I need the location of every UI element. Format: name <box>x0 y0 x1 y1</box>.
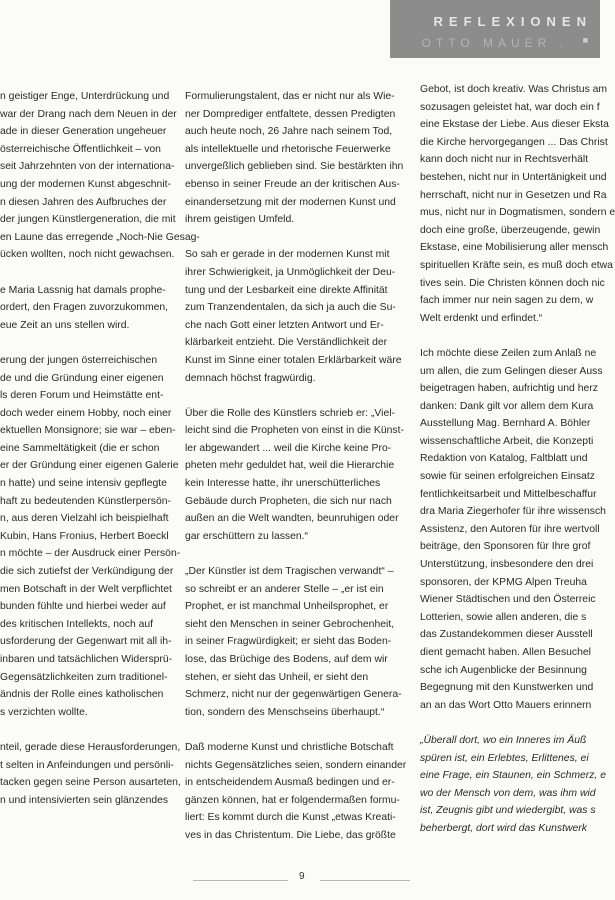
text-line: unvergeßlich geblieben sind. Sie bestärkten ihn <box>185 161 404 173</box>
text-line: österreichische Öffentlichkeit – von <box>0 143 161 155</box>
text-line: Ekstase, eine Mobilisierung aller mensch <box>420 242 609 254</box>
text-line: demnach höchst fragwürdig. <box>185 372 316 384</box>
text-line: ade in dieser Generation ungeheuer <box>0 126 167 138</box>
text-line: zum Tranzendentalen, da sich ja auch die Su- <box>185 302 396 314</box>
text-line: ihrer Schwierigkeit, ja Unmöglichkeit der Deu- <box>185 266 396 278</box>
text-line: gänzen können, hat er folgendermaßen formu- <box>185 794 400 806</box>
page-number: 9 <box>299 871 305 882</box>
text-line: n, aus deren Vielzahl ich beispielhaft <box>0 513 169 525</box>
text-line: nichts Gegensätzliches seien, sondern einander <box>185 759 407 771</box>
text-line: gar erschüttern zu lassen.“ <box>185 530 309 542</box>
text-line: klärbarkeit entzieht. Die Verständlichkeit der <box>185 337 388 349</box>
quote-line: spüren ist, ein Erlebtes, Erlittenes, ei <box>420 752 589 764</box>
text-line: de und die Gründung einer eigenen <box>0 372 164 384</box>
text-line: stehen, er sieht das Unheil, er sieht den <box>185 671 369 683</box>
text-line: Kubin, Hans Fronius, Herbert Boeckl <box>0 530 169 542</box>
text-line: bunden fühlte und hierbei weder auf <box>0 601 166 613</box>
text-line: spirituellen Kräfte sein, es muß doch etwa <box>420 259 613 271</box>
quote-line: eine Frage, ein Staunen, ein Schmerz, e <box>420 770 606 782</box>
text-line: Redaktion von Katalog, Faltblatt und <box>420 453 588 465</box>
text-line: Prophet, er ist manchmal Unheilsprophet, er <box>185 601 389 613</box>
quote-line: beherbergt, dort wird das Kunstwerk <box>420 822 587 834</box>
text-line: sieht den Menschen in seiner Gebrochenheit, <box>185 618 395 630</box>
text-line: eue Zeit an uns stellen wird. <box>0 319 130 331</box>
text-line: Ich möchte diese Zeilen zum Anlaß ne <box>420 347 597 359</box>
header-marker-icon: ■ <box>582 35 588 45</box>
text-line: eine Sammeltätigkeit (die er schon <box>0 442 160 454</box>
text-line: liert: Es kommt durch die Kunst „etwas Kreati- <box>185 812 396 824</box>
text-line: einandersetzung mit der modernen Kunst und <box>185 196 396 208</box>
text-line: ves in das Christentum. Die Liebe, das größte <box>185 829 396 841</box>
text-line: in entscheidendem Ausmaß bedingen und er- <box>185 777 395 789</box>
text-line: doch eine große, überzeugende, gewin <box>420 224 601 236</box>
text-line: e Maria Lassnig hat damals prophe- <box>0 284 166 296</box>
text-column-right <box>420 81 615 876</box>
text-line: ihrem geistigen Umfeld. <box>185 214 295 226</box>
paragraph <box>185 405 404 546</box>
text-column-left <box>0 88 200 883</box>
text-line: fentlichkeitsarbeit und Mittelbeschaffur <box>420 488 597 500</box>
text-line: danken: Dank gilt vor allem dem Kura <box>420 400 594 412</box>
text-line: nteil, gerade diese Herausforderungen, <box>0 741 181 753</box>
text-line: seit Jahrzehnten von der internationa- <box>0 161 175 173</box>
text-line: n und intensivierten sein glänzendes <box>0 794 169 806</box>
text-line: Assistenz, den Autoren für ihre wertvoll <box>420 523 600 535</box>
paragraph <box>185 88 404 229</box>
text-line: en Laune das erregende „Noch-Nie Gesag- <box>0 231 200 243</box>
text-line: der jungen Künstlergeneration, die mit <box>0 214 176 226</box>
text-line: des kritischen Intellekts, noch auf <box>0 618 154 630</box>
text-line: ler abgewandert ... weil die Kirche keine Pro- <box>185 442 392 454</box>
text-line: wissenschaftliche Arbeit, die Konzepti <box>420 435 594 447</box>
text-line: n geistiger Enge, Unterdrückung und <box>0 91 170 102</box>
text-line: herrschaft, nicht nur in Gesetzen und Ra <box>420 189 607 201</box>
text-line: kein Interesse hatte, ihr unerschütterliches <box>185 478 381 490</box>
text-line: Gegensätzlichkeiten zum traditionel- <box>0 671 168 683</box>
text-line: als intellektuelle und rhetorische Feuerwerke <box>185 143 391 155</box>
text-line: beigetragen haben, aufrichtig und herz <box>420 383 598 395</box>
text-line: che nach Gott einer letzten Antwort und Er- <box>185 319 384 331</box>
text-line: ner Domprediger entfaltete, dessen Predigten <box>185 108 396 120</box>
footer-rule-right <box>320 880 410 881</box>
text-line: n diesen Jahren des Aufbruches der <box>0 196 167 208</box>
text-line: usforderung der Gegenwart mit all ih- <box>0 636 172 648</box>
text-line: fach immer nur nein sagen zu dem, w <box>420 295 594 307</box>
text-line: Lotterien, sowie allen anderen, die s <box>420 611 587 623</box>
paragraph <box>185 563 400 721</box>
paragraph <box>0 739 181 809</box>
text-line: eine Ekstase der Liebe. Aus dieser Eksta <box>420 119 609 131</box>
text-line: mus, nicht nur in Dogmatismen, sondern e <box>420 207 615 219</box>
text-line: außen an die Welt wandten, beunruhigen oder <box>185 513 399 525</box>
text-line: leicht sind die Propheten von einst in die Künst- <box>185 425 404 437</box>
text-line: ls deren Forum und Heimstätte ent- <box>0 390 164 402</box>
text-line: ordert, den Fragen zuvorzukommen, <box>0 302 169 314</box>
quote-line: „Überall dort, wo ein Inneres im Äuß <box>420 734 587 746</box>
text-line: t selten in Anfeindungen und persönli- <box>0 759 174 771</box>
paragraph <box>0 352 181 721</box>
text-line: in seiner Fragwürdigkeit; er sieht das Boden- <box>185 636 392 648</box>
text-line: das Zustandekommen dieser Ausstell <box>420 629 593 641</box>
paragraph <box>420 345 606 714</box>
quote-paragraph <box>420 732 606 838</box>
text-line: erung der jungen österreichischen <box>0 354 158 366</box>
text-line: „Der Künstler ist dem Tragischen verwandt“ – <box>185 566 394 578</box>
text-line: men Botschaft in der Welt verpflichtet <box>0 583 172 595</box>
text-line: sowie für seinen erfolgreichen Einsatz <box>420 471 596 483</box>
text-line: bestehen, nicht nur in Untertänigkeit und <box>420 171 607 183</box>
text-line: n möchte – der Ausdruck einer Persön- <box>0 548 181 560</box>
text-line: tacken gegen seine Person ausarteten, <box>0 777 181 789</box>
text-line: die sich zutiefst der Verkündigung der <box>0 566 174 578</box>
text-line: Wiener Städtischen und den Österreic <box>420 594 596 606</box>
text-line: So sah er gerade in der modernen Kunst mit <box>185 249 390 261</box>
text-line: Über die Rolle des Künstlers schrieb er: „Viel- <box>185 407 396 419</box>
text-line: war der Drang nach dem Neuen in der <box>0 108 177 120</box>
text-line: beiträge, den Sponsoren für Ihre grof <box>420 541 591 553</box>
section-header <box>390 0 600 58</box>
text-line: um allen, die zum Gelingen dieser Auss <box>420 365 603 377</box>
text-line: doch weder einem Hobby, noch einer <box>0 407 172 419</box>
text-line: auch heute noch, 26 Jahre nach seinem Tod, <box>185 126 393 138</box>
text-line: sche ich Augenblicke der Besinnung <box>420 664 587 676</box>
text-line: Gebot, ist doch kreativ. Was Christus am <box>420 84 608 95</box>
paragraph <box>0 88 200 264</box>
text-line: sozusagen geleistet hat, war doch ein f <box>420 101 600 113</box>
text-line: n hatte) und seine intensiv gepflegte <box>0 478 167 490</box>
text-line: die Kirche hervorgegangen ... Das Christ <box>420 136 608 148</box>
text-line: Begegnung mit den Kunstwerken und <box>420 682 594 694</box>
text-line: sponsoren, der KPMG Alpen Treuha <box>420 576 587 588</box>
text-line: tung und der Lesbarkeit eine direkte Affinität <box>185 284 388 296</box>
text-line: Formulierungstalent, das er nicht nur als Wie- <box>185 91 395 102</box>
text-line: ücken wollten, noch nicht gewachsen. <box>0 249 175 261</box>
text-line: ektuellen Monsignore; sie war – eben- <box>0 425 176 437</box>
text-line: Schmerz, nicht nur der gegenwärtigen Genera- <box>185 689 402 701</box>
text-line: dient gemacht haben. Allen Besuchel <box>420 647 591 658</box>
text-line: dra Maria Ziegerhofer für ihre wissensch <box>420 506 606 518</box>
text-line: Gebäude durch Propheten, die sich nur nach <box>185 495 392 507</box>
text-line: ung der modernen Kunst abgeschnit- <box>0 178 171 190</box>
paragraph <box>420 81 615 327</box>
text-line: so schreibt er an anderer Stelle – „er ist ein <box>185 583 384 595</box>
text-line: tion, sondern des Menschseins überhaupt.“ <box>185 706 385 718</box>
quote-line: ist, Zeugnis gibt und wiedergibt, was s <box>420 805 596 817</box>
text-line: Kunst im Sinne einer totalen Erklärbarkeit wäre <box>185 354 402 366</box>
text-line: er der Gründung einer eigenen Galerie <box>0 460 179 472</box>
section-title: REFLEXIONEN <box>433 14 592 29</box>
quote-line: wo der Mensch von dem, was ihm wid <box>420 787 596 799</box>
text-line: inbaren und tatsächlichen Widersprü- <box>0 654 173 665</box>
text-line: ändnis der Rolle eines katholischen <box>0 689 164 701</box>
text-line: Unterstützung, insbesondere den drei <box>420 559 594 571</box>
text-line: an an das Wort Otto Mauers erinnern <box>420 699 592 711</box>
text-line: pheten mehr geduldet hat, weil die Hierarchie <box>185 460 395 472</box>
paragraph <box>185 739 407 845</box>
paragraph <box>185 246 400 387</box>
text-line: Welt erdenkt und erfindet.“ <box>420 312 543 324</box>
section-subtitle: OTTO MAUER . <box>421 36 568 50</box>
text-line: s verzichten wollte. <box>0 706 88 718</box>
text-line: ebenso in seiner Freude an der kritischen Aus- <box>185 178 400 190</box>
paragraph <box>0 282 170 335</box>
text-line: haft zu bedeutenden Künstlerpersön- <box>0 495 171 507</box>
text-line: Daß moderne Kunst und christliche Botschaft <box>185 741 394 753</box>
text-line: lose, das Brüchige des Bodens, auf dem wir <box>185 654 388 665</box>
text-column-middle <box>185 88 407 883</box>
text-line: tives sein. Die Christen können doch nic <box>420 277 605 289</box>
footer-rule-left <box>193 880 288 881</box>
text-line: kann doch nicht nur in Rechtsverhält <box>420 154 589 166</box>
text-line: Ausstellung Mag. Bernhard A. Böhler <box>420 418 591 430</box>
